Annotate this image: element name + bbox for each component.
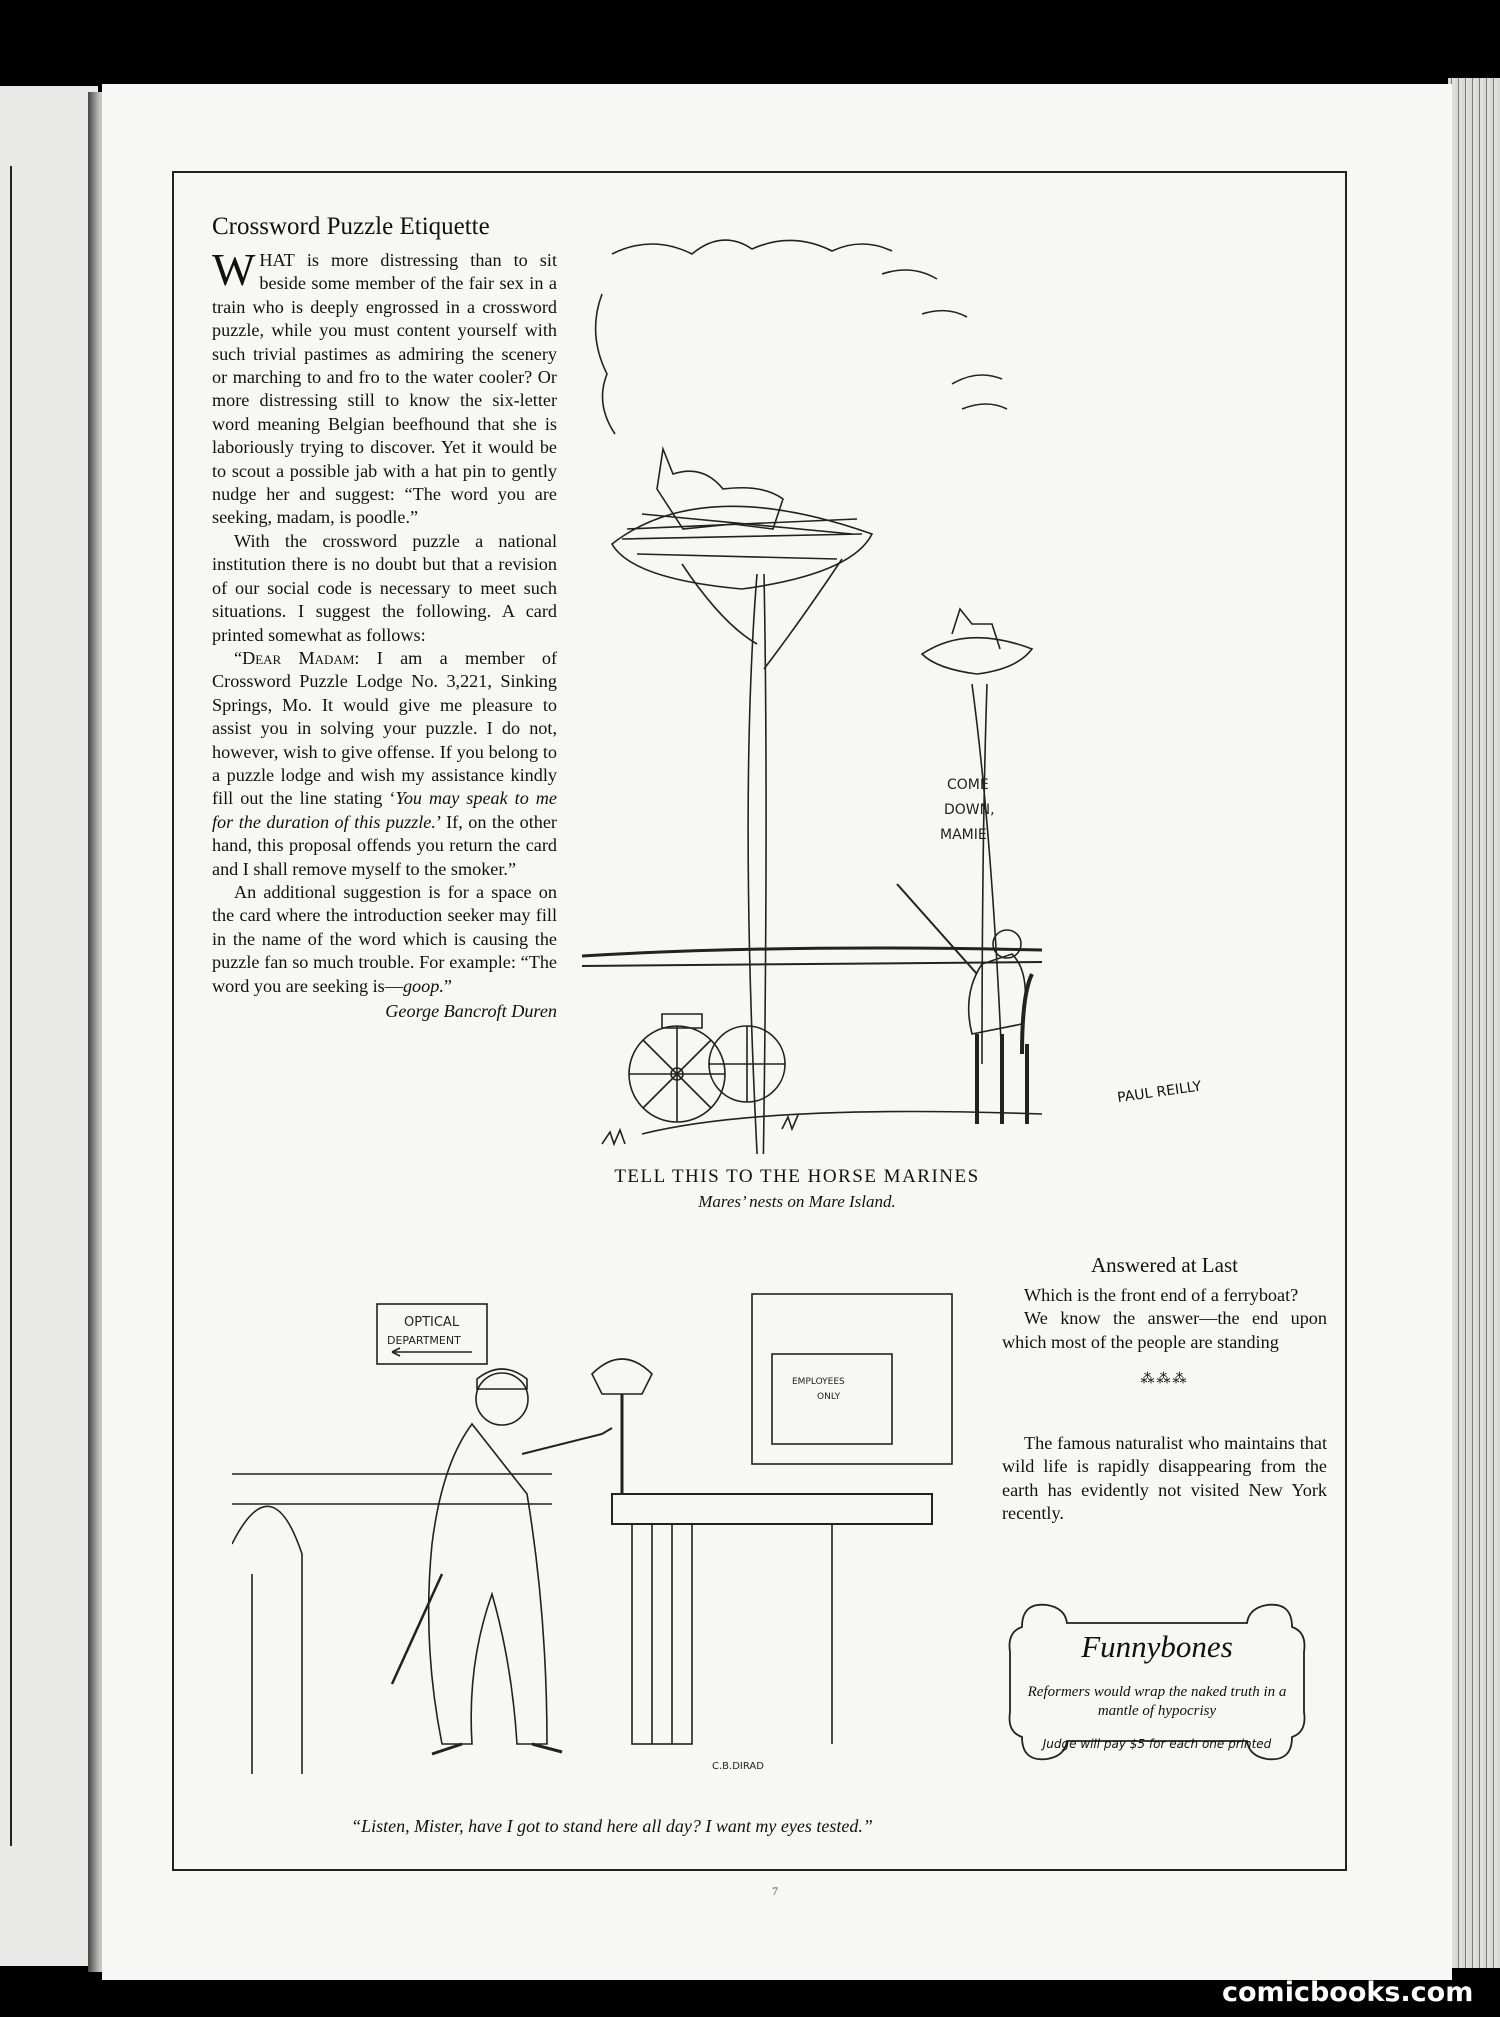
svg-text:COME: COME — [947, 777, 989, 793]
article-paragraph-2: With the crossword puzzle a national institution there is no doubt but that a revision of our social code is necessary to meet such situations. I suggest the following. A card printed somewhat as follows: — [212, 530, 557, 645]
cartoon1-caption-title: TELL THIS TO THE HORSE MARINES — [614, 1166, 980, 1187]
cartoon2-caption: “Listen, Mister, have I got to stand here all day? I want my eyes tested.” — [351, 1816, 873, 1836]
cartoon1-caption-subtitle: Mares’ nests on Mare Island. — [698, 1192, 896, 1211]
answered-paragraph-2: We know the answer—the end upon which most of the people are standing — [1002, 1308, 1327, 1352]
funnybones-title: Funnybones — [1081, 1629, 1233, 1664]
cartoon2-signature: C.B.DIRAD — [712, 1761, 764, 1772]
cartoon1-caption — [582, 1166, 1012, 1212]
article-paragraph-3: “Dear Madam: I am a member of Crossword Puzzle Lodge No. 3,221, Sinking Springs, Mo. It would give me pleasure to assist you in solving your puzzle. I do not, however, wish to give offense. If you belong to a puzzle lodge and wish my assistance kindly fill out the line stating ‘You may speak to me for the duration of this puzzle.’ If, on the other hand, this proposal offends you return the card and I shall remove myself to the smoker.” — [212, 647, 557, 879]
drop-cap: W — [212, 244, 256, 295]
article-paragraph-4: An additional suggestion is for a space on the card where the introduction seeker may fill in the name of the word which is causing the puzzle fan so much trouble. For example: “The word you are seeking is—goop.” — [212, 881, 557, 996]
cartoon1-signature: PAUL REILLY — [1116, 1078, 1203, 1107]
article-paragraph-1: WHAT is more distressing than to sit beside some member of the fair sex in a train who is deeply engrossed in a crossword puzzle, while you must content yourself with such trivial pastimes as admiring the scenery or marching to and fro to the water cooler? Or more distressing still to know the six-letter word meaning Belgian beefhound that she is laboriously trying to discover. Yet it would be to scout a possible jab with a hat pin to gently nudge her and suggest: “The word you are seeking, madam, is poodle.” — [212, 244, 557, 528]
door-sign-line2: ONLY — [817, 1392, 841, 1402]
naturalist-paragraph: The famous naturalist who maintains that wild life is rapidly disappearing from the earth has evidently not visited New York recently. — [1002, 1432, 1327, 1523]
funnybones-box — [982, 1587, 1332, 1777]
answered-at-last-section — [1002, 1254, 1327, 1526]
article-byline: George Bancroft Duren — [385, 1001, 557, 1021]
section-divider-stars: ⁂⁂⁂ — [1140, 1372, 1189, 1387]
svg-text:MAMIE: MAMIE — [940, 827, 987, 843]
left-page-frame-line — [0, 166, 12, 1846]
answered-paragraph-1: Which is the front end of a ferryboat? — [1024, 1284, 1299, 1305]
funnybones-quote: Reformers would wrap the naked truth in a mantle of hypocrisy — [1027, 1684, 1287, 1719]
page-stack-edge — [1448, 78, 1500, 1968]
svg-text:DOWN,: DOWN, — [944, 802, 995, 818]
site-watermark: comicbooks.com — [1222, 1977, 1474, 2008]
horse-nests-cartoon — [582, 214, 1042, 1154]
optical-sign-line1: OPTICAL — [404, 1315, 460, 1330]
crossword-article — [212, 211, 557, 1023]
magazine-page — [102, 84, 1452, 1980]
funnybones-offer: Judge will pay $5 for each one printed — [1042, 1737, 1272, 1751]
page-number: 7 — [772, 1884, 778, 1898]
article-title: Crossword Puzzle Etiquette — [212, 213, 490, 240]
optical-sign-line2: DEPARTMENT — [387, 1334, 461, 1347]
speech-text — [940, 777, 995, 843]
answered-title: Answered at Last — [1091, 1253, 1238, 1277]
optical-department-cartoon — [232, 1274, 972, 1794]
door-sign-line1: EMPLOYEES — [792, 1377, 845, 1387]
left-page-edge — [0, 86, 98, 1966]
